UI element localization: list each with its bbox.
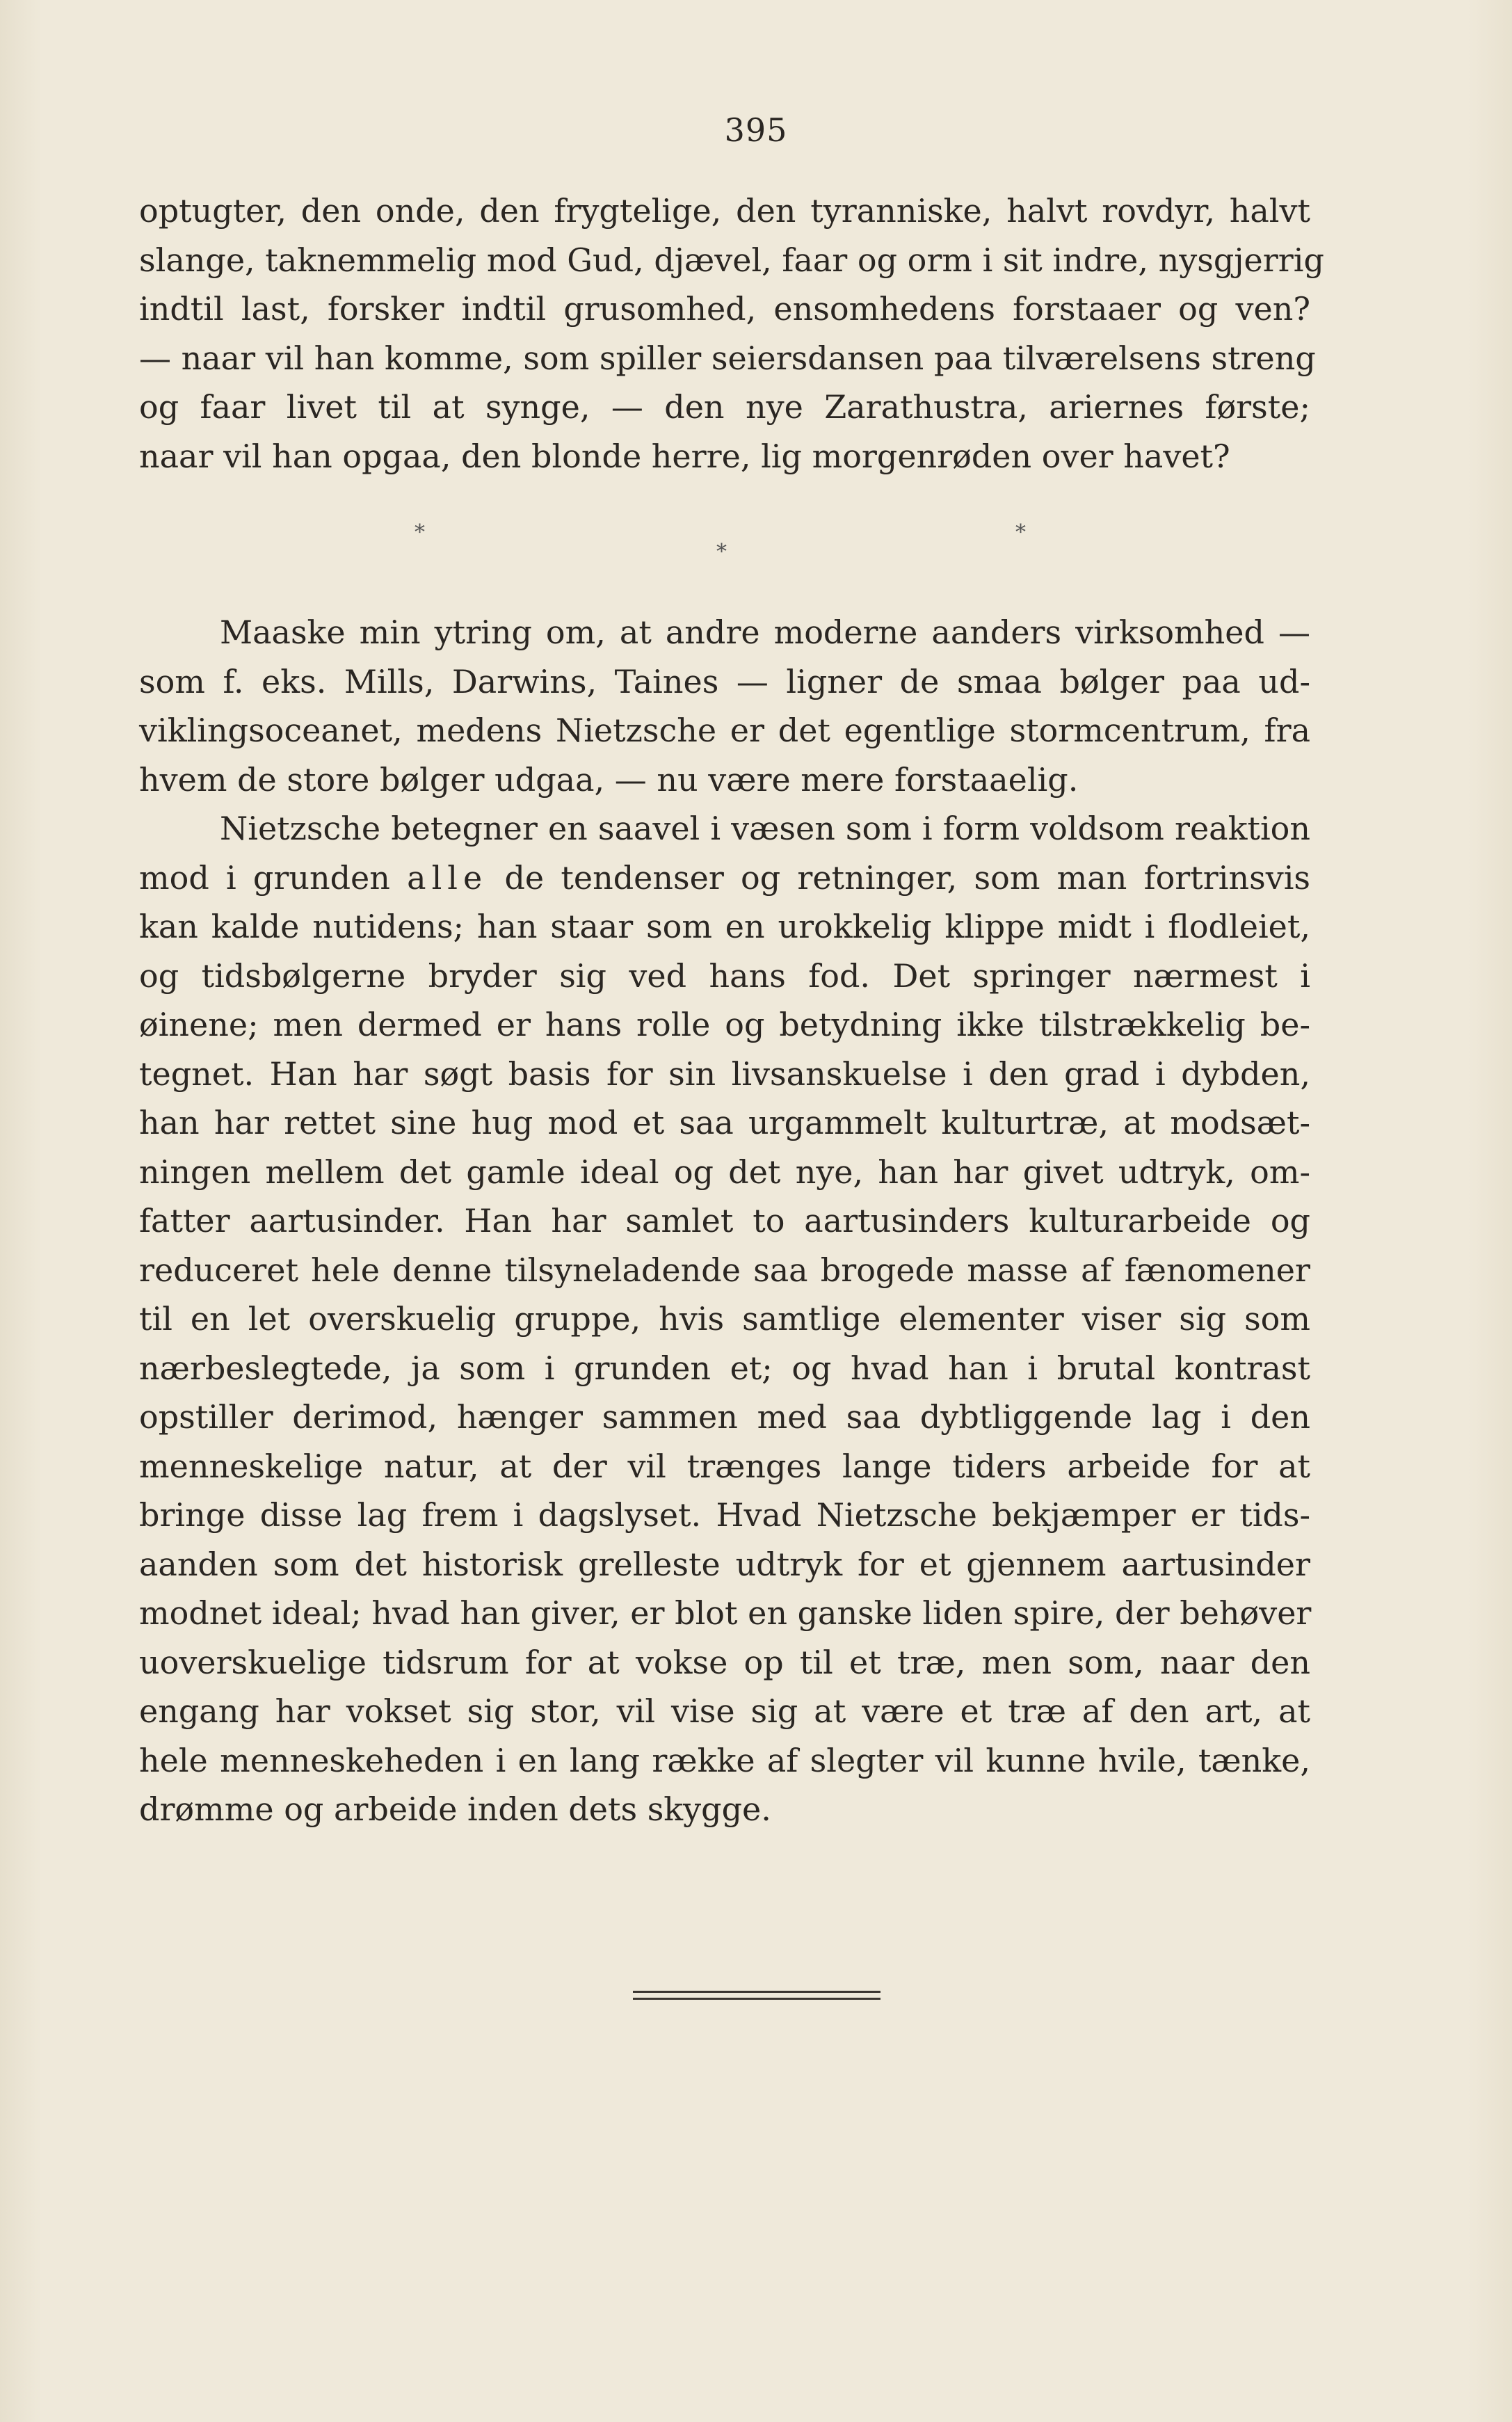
text-line: ningen mellem det gamle ideal og det nye, han har givet udtryk, om- (139, 1153, 1310, 1191)
text-line: bringe disse lag frem i dagslyset. Hvad Nietzsche bekjæmper er tids- (139, 1496, 1310, 1534)
section-break-asterisk: * (415, 520, 425, 545)
page-number: 395 (724, 111, 788, 149)
section-break-asterisk: * (1015, 520, 1026, 545)
text-line: øinene; men dermed er hans rolle og betydning ikke tilstrækkelig be- (139, 1006, 1310, 1043)
text-line: tegnet. Han har søgt basis for sin livsanskuelse i den grad i dybden, (139, 1054, 1310, 1093)
text-line: naar vil han opgaa, den blonde herre, lig morgenrøden over havet? (139, 437, 1230, 475)
text-segment: mod i grunden (139, 858, 390, 897)
text-line: hvem de store bølger udgaa, — nu være mere forstaaelig. (139, 760, 1079, 799)
text-line: menneskelige natur, at der vil trænges lange tiders arbeide for at (139, 1447, 1310, 1485)
text-line: kan kalde nutidens; han staar som en urokkelig klippe midt i flodleiet, (139, 908, 1310, 945)
text-line: slange, taknemmelig mod Gud, djævel, faar og orm i sit indre, nysgjerrig (139, 241, 1324, 279)
text-line: og faar livet til at synge, — den nye Zarathustra, ariernes første; (139, 388, 1310, 426)
text-line: indtil last, forsker indtil grusomhed, ensomhedens forstaaer og ven? (139, 290, 1310, 328)
text-line: og tidsbølgerne bryder sig ved hans fod. Det springer nærmest i (139, 956, 1310, 995)
paragraph-1 (139, 186, 1324, 481)
text-line: Nietzsche betegner en saavel i væsen som i form voldsom reaktion (220, 810, 1310, 847)
text-line: nærbeslegtede, ja som i grunden et; og hvad han i brutal kontrast (139, 1349, 1310, 1387)
paragraph-2 (139, 608, 1310, 804)
end-rule (633, 1991, 880, 1993)
text-line: han har rettet sine hug mod et saa urgammelt kulturtræ, at modsæt- (139, 1104, 1310, 1141)
text-line: viklingsoceanet, medens Nietzsche er det egentlige stormcentrum, fra (139, 712, 1310, 749)
emphasized-word: alle (407, 858, 488, 897)
text-line (139, 853, 1310, 903)
end-rule (633, 1998, 880, 2000)
text-line: uoverskuelige tidsrum for at vokse op til et træ, men som, naar den (139, 1643, 1310, 1681)
text-line: opstiller derimod, hænger sammen med saa dybtliggende lag i den (139, 1398, 1310, 1436)
text-line: aanden som det historisk grelleste udtryk for et gjennem aartusinder (139, 1545, 1310, 1583)
section-break-asterisk: * (716, 540, 727, 564)
text-line: reduceret hele denne tilsyneladende saa brogede masse af fænomener (139, 1251, 1310, 1289)
text-line: hele menneskeheden i en lang række af slegter vil kunne hvile, tænke, (139, 1741, 1310, 1779)
text-line: som f. eks. Mills, Darwins, Taines — ligner de smaa bølger paa ud- (139, 662, 1310, 700)
text-line: drømme og arbeide inden dets skygge. (139, 1790, 771, 1828)
text-line: til en let overskuelig gruppe, hvis samtlige elementer viser sig som (139, 1300, 1310, 1338)
text-line: engang har vokset sig stor, vil vise sig at være et træ af den art, at (139, 1692, 1310, 1730)
paragraph-3 (139, 804, 1310, 1834)
text-line: Maaske min ytring om, at andre moderne aanders virksomhed — (220, 613, 1310, 651)
text-line: optugter, den onde, den frygtelige, den tyranniske, halvt rovdyr, halvt (139, 192, 1310, 230)
text-line: fatter aartusinder. Han har samlet to aartusinders kulturarbeide og (139, 1202, 1310, 1240)
text-segment: de tendenser og retninger, som man fortrinsvis (504, 858, 1311, 897)
text-line: — naar vil han komme, som spiller seiersdansen paa tilværelsens streng (139, 339, 1316, 377)
text-line: modnet ideal; hvad han giver, er blot en ganske liden spire, der behøver (139, 1594, 1312, 1632)
